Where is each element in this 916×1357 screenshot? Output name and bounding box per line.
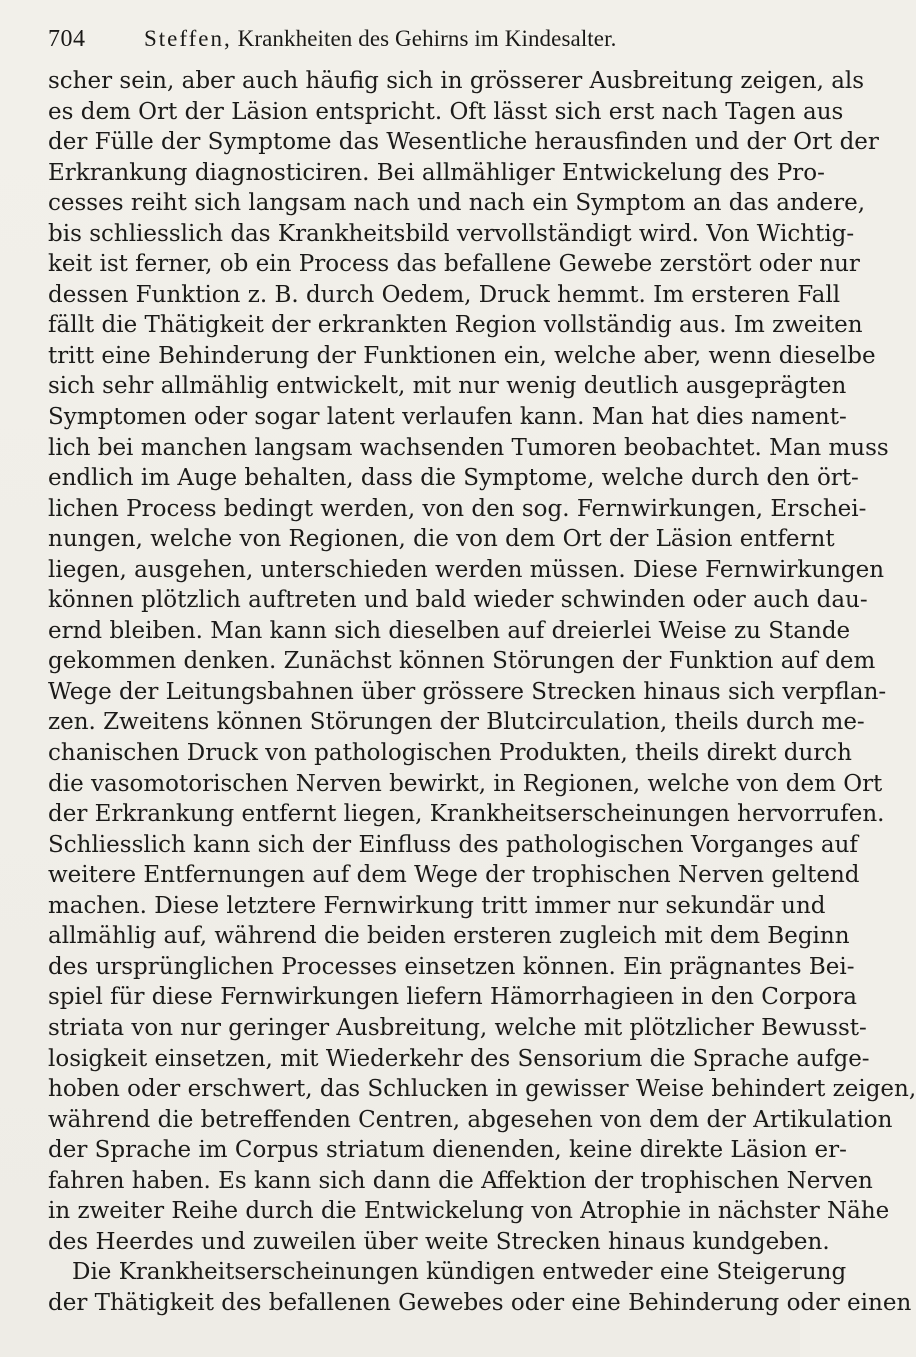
text-line-12: Symptomen oder sogar latent verlaufen kann. Man hat dies nament- <box>48 404 847 431</box>
text-line-21: Wege der Leitungsbahnen über grössere Strecken hinaus sich verpflan- <box>48 678 887 705</box>
text-line-31: spiel für diese Fernwirkungen liefern Hämorrhagieen in den Corpora <box>48 984 857 1011</box>
running-title <box>144 22 616 56</box>
text-line-22: zen. Zweitens können Störungen der Blutcirculation, theils durch me- <box>48 709 865 736</box>
text-line-1: scher sein, aber auch häufig sich in grösserer Ausbreitung zeigen, als <box>48 68 865 94</box>
text-line-2: es dem Ort der Läsion entspricht. Oft lässt sich erst nach Tagen aus <box>48 98 844 125</box>
text-line-30: des ursprünglichen Processes einsetzen können. Ein prägnantes Bei- <box>48 953 855 980</box>
running-author: Steffen, <box>144 26 232 51</box>
text-line-36: der Sprache im Corpus striatum dienenden, keine direkte Läsion er- <box>48 1137 847 1164</box>
text-line-41: der Thätigkeit des befallenen Gewebes oder eine Behinderung oder einen <box>48 1289 912 1316</box>
text-line-33: losigkeit einsetzen, mit Wiederkehr des Sensorium die Sprache aufge- <box>48 1045 870 1072</box>
text-line-19: ernd bleiben. Man kann sich dieselben auf dreierlei Weise zu Stande <box>48 617 851 644</box>
text-line-37: fahren haben. Es kann sich dann die Affektion der trophischen Nerven <box>48 1167 873 1194</box>
text-line-18: können plötzlich auftreten und bald wieder schwinden oder auch dau- <box>48 587 868 614</box>
text-line-15: lichen Process bedingt werden, von den sog. Fernwirkungen, Erschei- <box>48 495 867 522</box>
text-line-34: hoben oder erschwert, das Schlucken in gewisser Weise behindert zeigen, <box>48 1076 916 1103</box>
text-line-17: liegen, ausgehen, unterschieden werden müssen. Diese Fernwirkungen <box>48 556 885 583</box>
text-line-32: striata von nur geringer Ausbreitung, welche mit plötzlicher Bewusst- <box>48 1014 867 1041</box>
body-text <box>48 66 916 1318</box>
running-title-text: Krankheiten des Gehirns im Kindesalter. <box>231 26 617 51</box>
text-line-35: während die betreffenden Centren, abgesehen von dem der Artikulation <box>48 1106 893 1133</box>
text-line-23: chanischen Druck von pathologischen Produkten, theils direkt durch <box>48 740 852 767</box>
text-line-25: der Erkrankung entfernt liegen, Krankheitserscheinungen hervorrufen. <box>48 801 885 828</box>
text-line-16: nungen, welche von Regionen, die von dem Ort der Läsion entfernt <box>48 526 835 553</box>
text-line-3: der Fülle der Symptome das Wesentliche herausfinden und der Ort der <box>48 129 879 156</box>
text-line-5: cesses reiht sich langsam nach und nach ein Symptom an das andere, <box>48 190 866 217</box>
text-line-27: weitere Entfernungen auf dem Wege der trophischen Nerven geltend <box>48 862 860 889</box>
text-line-28: machen. Diese letztere Fernwirkung tritt immer nur sekundär und <box>48 892 826 919</box>
text-line-10: tritt eine Behinderung der Funktionen ein, welche aber, wenn dieselbe <box>48 342 876 369</box>
text-line-6: bis schliesslich das Krankheitsbild vervollständigt wird. Von Wichtig- <box>48 220 855 247</box>
text-line-29: allmählig auf, während die beiden ersteren zugleich mit dem Beginn <box>48 923 850 950</box>
text-line-38: in zweiter Reihe durch die Entwickelung von Atrophie in nächster Nähe <box>48 1198 890 1225</box>
text-line-8: dessen Funktion z. B. durch Oedem, Druck hemmt. Im ersteren Fall <box>48 281 841 308</box>
running-header <box>48 22 768 56</box>
text-line-4: Erkrankung diagnosticiren. Bei allmähliger Entwickelung des Pro- <box>48 159 825 186</box>
text-line-9: fällt die Thätigkeit der erkrankten Region vollständig aus. Im zweiten <box>48 312 863 339</box>
text-line-39: des Heerdes und zuweilen über weite Strecken hinaus kundgeben. <box>48 1228 830 1255</box>
text-line-20: gekommen denken. Zunächst können Störungen der Funktion auf dem <box>48 648 876 675</box>
text-line-24: die vasomotorischen Nerven bewirkt, in Regionen, welche von dem Ort <box>48 770 883 797</box>
text-line-40: Die Krankheitserscheinungen kündigen entweder eine Steigerung <box>72 1259 847 1286</box>
page-number: 704 <box>48 26 86 52</box>
text-line-14: endlich im Auge behalten, dass die Symptome, welche durch den ört- <box>48 465 859 492</box>
text-line-7: keit ist ferner, ob ein Process das befallene Gewebe zerstört oder nur <box>48 251 860 278</box>
text-line-13: lich bei manchen langsam wachsenden Tumoren beobachtet. Man muss <box>48 434 889 461</box>
text-line-11: sich sehr allmählig entwickelt, mit nur wenig deutlich ausgeprägten <box>48 373 847 400</box>
text-line-26: Schliesslich kann sich der Einfluss des pathologischen Vorganges auf <box>48 831 858 858</box>
